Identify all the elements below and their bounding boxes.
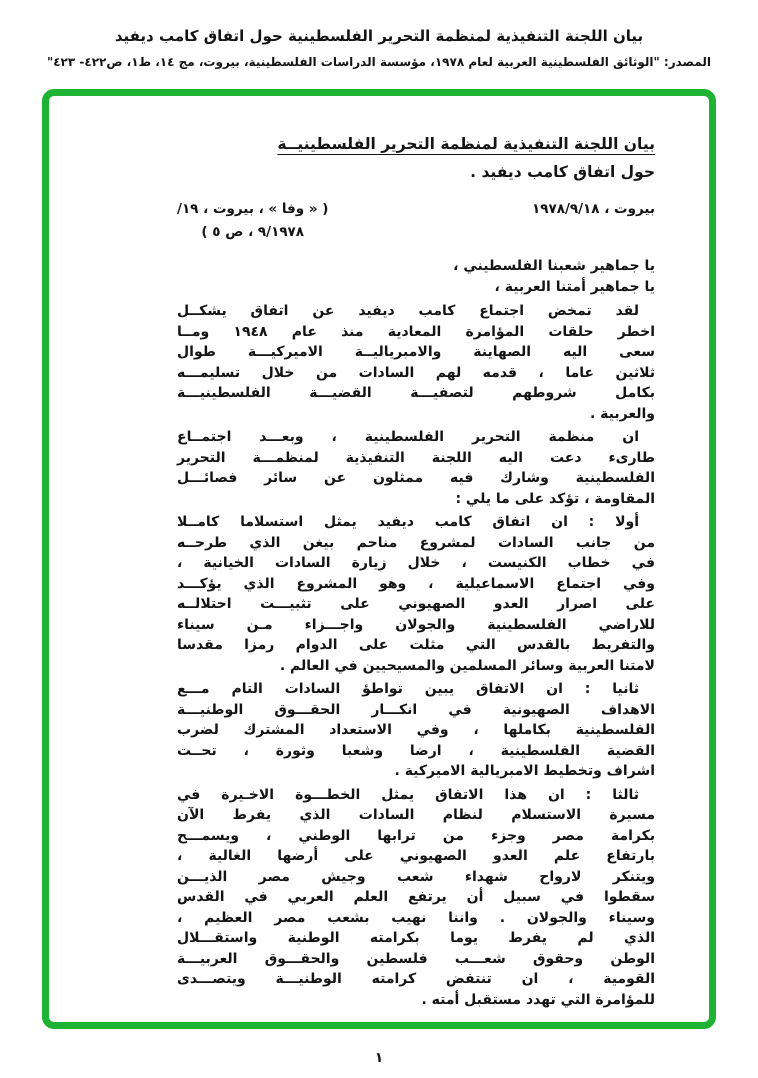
body-line: لقد تمخض اجتماع كامب ديفيد عن اتفاق يشكــل xyxy=(177,303,639,319)
body-line: ثالثا : ان هذا الاتفاق يمثل الخطـــوة الاخـيرة في xyxy=(177,786,639,803)
body-line: القومية ، ان تنتفض كرامته الوطنيـــة ويتصـــدى xyxy=(177,971,655,987)
body-line: أولا : ان اتفاق كامب ديفيد يمثل استسلاما كامــلا xyxy=(177,514,639,530)
body-line: سعى اليه الصهاينة والامبرياليــة الاميركيـــة طوال xyxy=(177,344,655,360)
dateline-source-line1: ( « وفا » ، بيروت ، ١٩/ xyxy=(177,201,329,217)
paragraph-second-point xyxy=(177,679,655,782)
body-line: مسيرة الاستسلام لنظام السادات الذي يفرط الآن xyxy=(177,807,655,823)
body-line: اخطر حلقات المؤامرة المعادية منذ عام ١٩٤٨ ومــا xyxy=(177,323,655,340)
body-line: من جانب السادات لمشروع مناحم بيغن الذي طرحــه xyxy=(177,534,655,551)
dateline xyxy=(177,198,655,244)
salutation-line: يا جماهير أمتنا العربية ، xyxy=(494,279,655,295)
body-line: الفلسطينية وشارك فيه ممثلون عن سائر فصائـــل xyxy=(177,470,655,486)
paragraph-first-point xyxy=(177,512,655,676)
body-line: الفلسطينية بكاملها ، وفي الاستعداد المشترك لضرب xyxy=(177,722,655,738)
body-line: للمؤامرة التي تهدد مستقبل أمته . xyxy=(421,991,655,1008)
body-line: بكرامة مصر وجزء من ترابها الوطني ، ويسمـــح xyxy=(177,827,655,844)
body-line: للاراضي الفلسطينية والجولان واجـــزاء مـن سيناء xyxy=(177,616,655,633)
dateline-source-line2: ٩/١٩٧٨ ، ص ٥ ) xyxy=(201,224,305,240)
body-line: بارتفاع علم العدو الصهيوني على أرضها الغالية ، xyxy=(177,848,655,864)
dateline-source xyxy=(177,198,328,244)
salutation xyxy=(177,256,655,298)
body-line: ويتنكر لارواح شهداء شعب وجيش مصر الذيـــن xyxy=(177,868,655,885)
document-title-line2: حول اتفاق كامب ديفيد . xyxy=(470,163,655,181)
document-title xyxy=(177,130,655,186)
document-body xyxy=(177,130,655,1010)
page-number: ١ xyxy=(374,1050,384,1066)
body-line: الوطن وحقوق شعـــب فلسطين والحقـــوق العربيـــة xyxy=(177,950,655,967)
dateline-place-date: بيروت ، ١٩٧٨/٩/١٨ xyxy=(531,201,655,217)
document-title-line1: بيان اللجنة التنفيذية لمنظمة التحرير الفلسطينيــة xyxy=(277,135,655,153)
body-line: على اصرار العدو الصهيوني على تثبيـــت احتلالــه xyxy=(177,596,655,612)
paragraph-third-point xyxy=(177,785,655,1011)
body-line: طارىء دعت اليه اللجنة التنفيذية لمنظمـــة التحرير xyxy=(177,449,655,466)
body-line: الذي لم يفرط يوما بكرامته الوطنية واستقـــلال xyxy=(177,930,655,946)
body-line: في خطاب الكنيست ، خلال زيارة السادات الخيانية ، xyxy=(177,555,655,571)
body-line: لامتنا العربية وسائر المسلمين والمسيحيين في العالم . xyxy=(279,657,655,674)
salutation-line: يا جماهير شعبنا الفلسطيني ، xyxy=(453,258,655,274)
body-line: سقطوا في سبيل أن يرتفع العلم العربي في القدس xyxy=(177,889,655,905)
body-line: والعربية . xyxy=(589,405,655,422)
body-line: اشراف وتخطيط الامبريالية الاميركية . xyxy=(394,763,655,779)
body-line: وسيناء والجولان . واننا نهيب بشعب مصر العظيم ، xyxy=(177,909,655,926)
body-line: الاهداف الصهيونية في انكـــار الحقـــوق الوطنيـــة xyxy=(177,701,655,718)
body-line: بكامل شروطهم لتصفيـــة القضيـــة الفلسطينيـــة xyxy=(177,385,655,401)
body-line: القضية الفلسطينية ، ارضا وشعبا وثورة ، تحــت xyxy=(177,742,655,759)
body-line: ان منظمة التحرير الفلسطينية ، وبعـــد اجتمــاع xyxy=(177,429,639,445)
paragraph-plo-meeting xyxy=(177,427,655,509)
body-line: والتفريط بالقدس التي مثلت على الدوام رمزا مقدسا xyxy=(177,637,655,653)
green-frame xyxy=(42,89,716,1029)
body-line: ثلاثين عاما ، قدمه لهم السادات من خلال تسليمـــه xyxy=(177,364,655,381)
body-line: ثانيا : ان الاتفاق يبين تواطؤ السادات التام مـــع xyxy=(177,681,639,697)
header-source-citation: المصدر: "الوثائق الفلسطينية العربية لعام ١٩٧٨، مؤسسة الدراسات الفلسطينية، بيروت، مج ١٤، ط١، ص٤٢٢- ٤٢٣" xyxy=(46,55,712,69)
paragraph-intro xyxy=(177,301,655,424)
body-line: المقاومة ، تؤكد على ما يلي : xyxy=(455,490,655,507)
body-line: وفي اجتماع الاسماعيلية ، وهو المشروع الذي يؤكـــد xyxy=(177,575,655,592)
header-title: بيان اللجنة التنفيذية لمنظمة التحرير الفلسطينية حول اتفاق كامب ديفيد xyxy=(114,27,644,45)
